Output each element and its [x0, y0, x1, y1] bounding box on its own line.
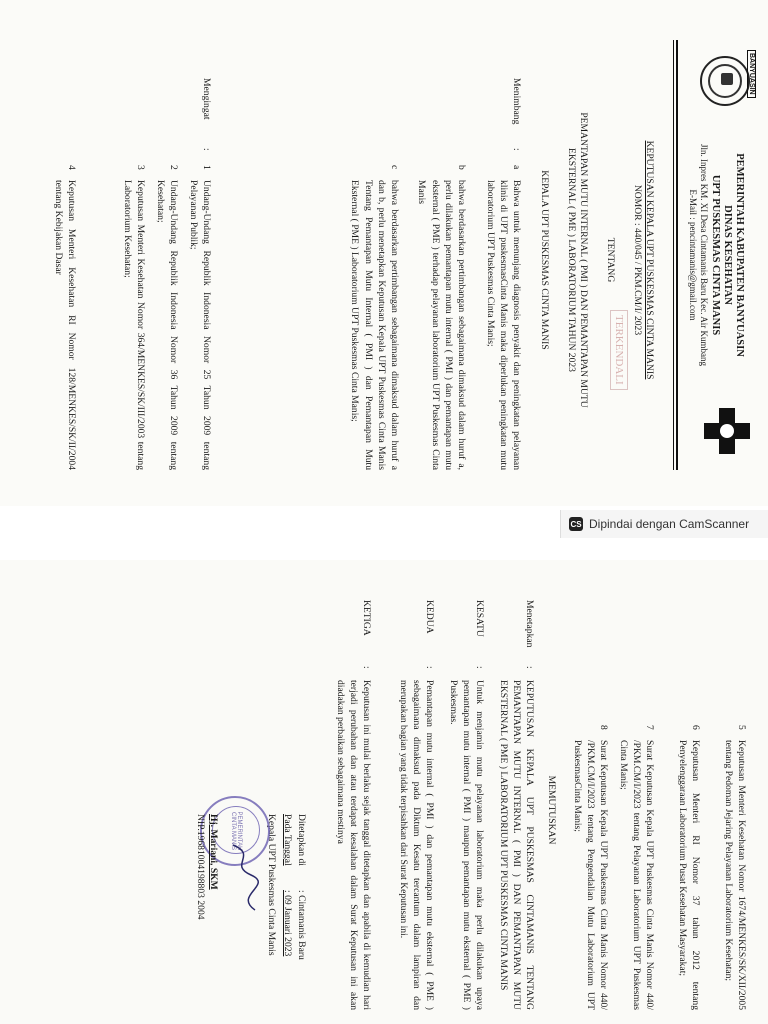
health-cross-icon [702, 406, 752, 456]
ketiga-text: Keputusan ini mulai berlaku sejak tanggal ditetapkan dan apabila di kemudian hari terjadi perubahan dan atau terdapat kesalahan dalam Surat Keputusan ini akan diadakan perbaikan sebagaimana mestinya [334, 680, 372, 1010]
menetapkan-text: KEPUTUSAN KEPALA UPT PUSKESMAS CINTAMANIS TENTANG PEMANTAPAN MUTU INTERNAL ( PMI ) DAN PEMANTAPAN MUTU EKSTERNAL ( PME ) LABORATORIUM UPT PUSKESMAS CINTA MANIS [497, 680, 535, 1010]
camscanner-bar [560, 510, 768, 538]
mengingat-item-8: Surat Keputusan Kepala UPT Puskesmas Cinta Manis Nomor 440/ /PKM.CM/I/2023 tentang Pengendalian Mutu Laboratorium UPT PuskesmasCinta Manis; [571, 740, 609, 1010]
kepala-heading: KEPALA UPT PUSKESMAS CINTA MANIS [539, 170, 550, 350]
camscanner-label: Dipindai dengan CamScanner [589, 517, 750, 531]
mengingat-marker-1: 1 [201, 165, 212, 170]
menimbang-item-c: bahwa berdasarkan pertimbangan sebagaimana dimaksud dalam huruf a dan b, perlu menetapkan Keputusan Kepala UPT Puskesmas Cinta Manis Tentang Pemantapan Mutu Internal ( PMI ) dan Pemantapan Mutu Eksternal ( PME ) Laboratorium UPT Puskesmas Cinta Manis; [349, 180, 400, 470]
mengingat-item-6: Keputusan Menteri RI Nomor 37 tahun 2012 tentang Penyelenggaraan Laboratorium Pusat Kesehatan Masyarakat; [676, 740, 701, 1010]
mengingat-item-3: Keputusan Menteri Kesehatan Nomor 364/MENKES/SK/III/2003 tentang Laboratorium Kesehatan; [121, 180, 146, 470]
mengingat-marker-4: 4 [66, 165, 77, 170]
kedua-colon: : [424, 666, 435, 669]
mengingat-marker-3: 3 [135, 165, 146, 170]
decree-number: NOMOR : 440/045 / PKM.CM/I/ 2023 [632, 184, 643, 336]
mengingat-marker-8: 8 [598, 725, 609, 730]
menimbang-item-a: Bahwa untuk menunjang diagnosis penyakit dan peningkatan pelayanan klinis di UPT puskesmasCinta Manis maka diperlukan peningkatan mutu laboratorium UPT Puskesmas Cinta Manis; [484, 180, 522, 470]
menimbang-label: Menimbang [511, 78, 522, 125]
kedua-text: Pemantapan mutu internal ( PMI ) dan pemantapan mutu eksternal ( PME ) sebagaimana dimaksud pada Diktum Kesatu tercantum dalam lampiran dan merupakan bagian yang tidak terpisahkan dari Surat Keputusan ini. [397, 680, 435, 1010]
header-address: Jln. Inpres KM. XI Desa Cintamanis Baru Kec. Air Kumbang [699, 144, 709, 366]
header-divider [676, 40, 678, 470]
signatory-nip: NIP.19681004198803 2004 [195, 814, 206, 920]
memutuskan-heading: MEMUTUSKAN [546, 775, 557, 845]
menimbang-colon: : [511, 148, 522, 151]
header-puskesmas: UPT PUSKESMAS CINTA MANIS [710, 174, 721, 336]
subject-line-2: EKSTERNAL ( PME ) LABORATORIUM TAHUN 2023 [566, 148, 577, 372]
mengingat-label: Mengingat [201, 78, 212, 120]
header-divider-thin [673, 40, 674, 470]
document-page-1 [0, 0, 768, 506]
banyuasin-logo-label: BANYUASIN [747, 50, 756, 98]
mengingat-item-1: Undang-Undang Republik Indonesia Nomor 25 Tahun 2009 tentang Pelayanan Publik; [187, 180, 212, 470]
mengingat-item-7: Surat Keputusan Kepala UPT Puskesmas Cinta Manis Nomor 440/ /PKM.CM/I/2023 tentang Pelayanan Laboratorium UPT Puskesmas Cinta Manis; [617, 740, 655, 1010]
menimbang-marker-c: c [389, 165, 400, 170]
tanggal-label: Pada Tanggal [282, 814, 293, 866]
camscanner-logo-icon: CS [569, 517, 583, 531]
header-dinas: DINAS KESEHATAN [722, 205, 733, 305]
menetapkan-label: Menetapkan [524, 600, 535, 648]
document-page-2 [0, 560, 768, 1024]
kesatu-text: Untuk menjamin mutu pelayanan laboratorium maka perlu dilakukan upaya pemantapan mutu internal ( PMI ) maupun pemantapan mutu eksternal ( PME ) Puskesmas. [447, 680, 485, 1010]
kedua-label: KEDUA [424, 600, 435, 634]
page-1-content [0, 0, 768, 506]
mengingat-marker-2: 2 [168, 165, 179, 170]
tanggal-value: : 09 Januari 2023 [282, 890, 293, 957]
subject-line-1: PEMANTAPAN MUTU INTERNAL ( PMI ) DAN PEMANTAPAN MUTU [578, 112, 589, 408]
banyuasin-logo-icon [700, 56, 750, 106]
tentang-heading: TENTANG [605, 237, 616, 283]
signature-icon [223, 840, 263, 920]
stamp-text: PEMERINTAH CINTA MANIS [230, 811, 242, 851]
kesatu-colon: : [474, 666, 485, 669]
ketiga-colon: : [361, 666, 372, 669]
signatory-title: Kepala UPT Puskesmas Cinta Manis [266, 814, 277, 956]
ketiga-label: KETIGA [361, 600, 372, 636]
menimbang-marker-b: b [456, 165, 467, 170]
menimbang-item-b: bahwa berdasarkan pertimbangan sebagaimana dimaksud dalam huruf a, perlu dilakukan pemantapan mutu internal ( PMI ) dan pemantapan mutu eksternal ( PME ) terhadap pelayanan laboratorium UPT Puskesmas Cinta Manis [416, 180, 467, 470]
ditetapkan-label: Ditetapkan di [296, 814, 307, 866]
mengingat-marker-6: 6 [690, 725, 701, 730]
kesatu-label: KESATU [474, 600, 485, 637]
ditetapkan-value: : Cintamanis Baru [296, 890, 307, 960]
mengingat-marker-5: 5 [736, 725, 747, 730]
mengingat-item-2: Undang-Undang Republik Indonesia Nomor 36 Tahun 2009 tentang Kesehatan; [154, 180, 179, 470]
mengingat-item-4: Keputusan Menteri Kesehatan RI Nomor 128/MENKES/SK/II/2004 tentang Kebijakan Dasar [52, 180, 77, 470]
header-gov: PEMERINTAH KABUPATEN BANYUASIN [734, 153, 745, 357]
header-email: E-Mail : pencintamanis@gmail.com [688, 189, 698, 321]
menimbang-marker-a: a [511, 165, 522, 170]
menetapkan-colon: : [524, 666, 535, 669]
mengingat-colon: : [201, 148, 212, 151]
faint-stamp: TERKENDALI [610, 310, 628, 390]
decree-title: KEPUTUSAN KEPALA UPT PUSKESMAS CINTA MANIS [644, 140, 655, 380]
mengingat-marker-7: 7 [644, 725, 655, 730]
signatory-name: Hj. Mariani, SKM [208, 814, 219, 890]
mengingat-item-5: Keputusan Menteri Kesehatan Nomor 1674/MENKES/SK/XII/2005 tentang Pedoman Jejaring Pelayanan Laboratorium Kesehatan; [722, 740, 747, 1010]
page-2-content [0, 560, 768, 1024]
